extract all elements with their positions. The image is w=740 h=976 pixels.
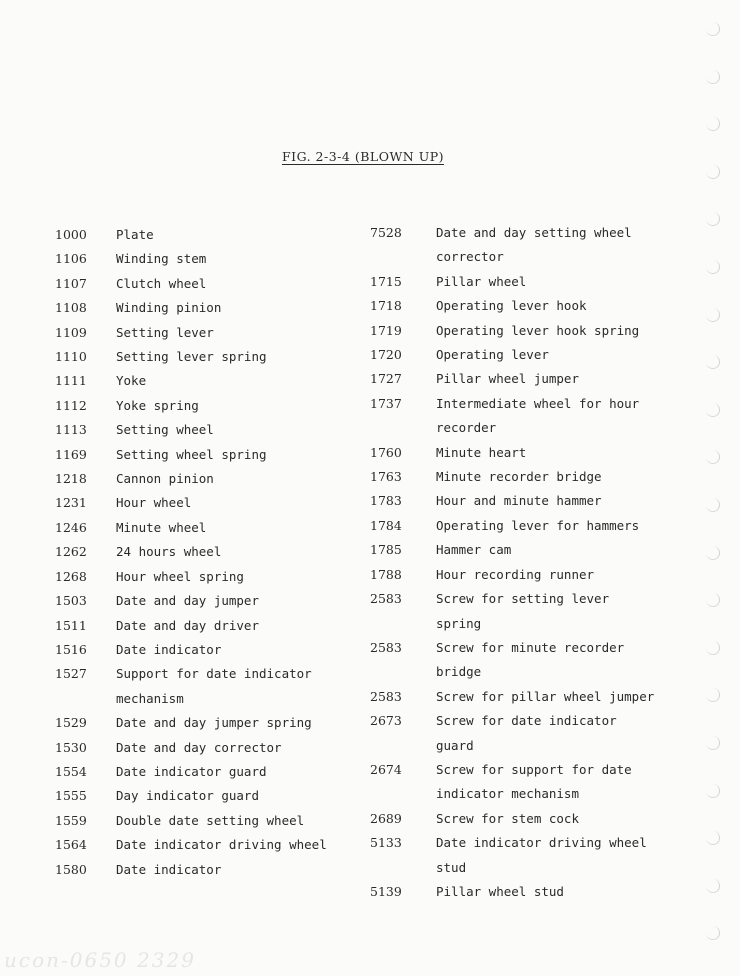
part-description: Date indicator driving wheel stud [436, 835, 647, 875]
parts-row [370, 758, 670, 807]
binder-hole [706, 403, 720, 417]
page-title [0, 149, 726, 164]
part-number: 1529 [55, 715, 87, 731]
part-number: 1516 [55, 641, 87, 657]
part-description: Intermediate wheel for hour recorder [436, 395, 640, 436]
binder-hole [706, 498, 720, 512]
parts-row [55, 638, 355, 662]
part-number: 2674 [370, 761, 402, 777]
binder-hole [706, 736, 720, 750]
binder-hole [706, 308, 720, 322]
parts-row [370, 489, 670, 513]
parts-row [370, 831, 670, 880]
part-number: 1785 [370, 542, 402, 558]
part-description: Operating lever [436, 347, 549, 363]
binder-hole [706, 165, 720, 179]
parts-row [55, 565, 355, 589]
part-description: Date and day setting wheel corrector [436, 225, 632, 265]
part-number: 5139 [370, 883, 402, 899]
part-description: Setting lever spring [116, 349, 267, 365]
binder-hole [706, 688, 720, 702]
part-number: 1527 [55, 666, 87, 682]
part-description: Operating lever for hammers [436, 517, 640, 533]
parts-list-right [370, 221, 670, 904]
part-description: Hammer cam [436, 542, 512, 558]
parts-row [370, 514, 670, 538]
part-description: Date and day driver [116, 617, 259, 633]
parts-row [55, 858, 355, 882]
part-number: 1554 [55, 763, 87, 779]
part-number: 1715 [370, 273, 402, 289]
parts-list-left [55, 223, 355, 882]
parts-row [55, 516, 355, 540]
part-description: Minute recorder bridge [436, 469, 602, 485]
part-description: Date indicator guard [116, 763, 267, 779]
binder-hole [706, 355, 720, 369]
part-description: Date and day jumper spring [116, 715, 312, 731]
binder-hole [706, 70, 720, 84]
parts-row [55, 296, 355, 320]
part-number: 1559 [55, 812, 87, 828]
part-description: Plate [116, 227, 154, 242]
part-description: Screw for support for date indicator mechanism [436, 761, 632, 802]
part-description: Screw for minute recorder bridge [436, 639, 625, 680]
part-description: Double date setting wheel [116, 812, 305, 828]
part-description: Yoke [116, 373, 147, 389]
binder-hole [706, 546, 720, 560]
parts-row [55, 369, 355, 393]
binder-hole [706, 641, 720, 655]
part-description: Hour and minute hammer [436, 493, 602, 509]
parts-row [55, 760, 355, 784]
part-description: Hour wheel [116, 495, 192, 511]
binder-hole [706, 926, 720, 940]
binder-hole [706, 879, 720, 893]
parts-row [370, 465, 670, 489]
parts-row [55, 345, 355, 369]
parts-row [55, 394, 355, 418]
parts-row [55, 247, 355, 271]
parts-row [55, 467, 355, 491]
parts-row [370, 441, 670, 465]
parts-row [370, 294, 670, 318]
part-number: 1218 [55, 471, 87, 487]
part-description: Operating lever hook spring [436, 322, 640, 338]
part-number: 1719 [370, 322, 402, 338]
parts-row [370, 807, 670, 831]
handwritten-note: ucon-0650 2329 [4, 948, 196, 972]
part-description: Date and day jumper [116, 593, 259, 609]
part-number: 1110 [55, 349, 87, 365]
part-description: Screw for setting lever spring [436, 591, 610, 631]
part-description: Day indicator guard [116, 788, 259, 804]
part-number: 1107 [55, 275, 87, 291]
parts-row [55, 491, 355, 515]
part-description: Winding stem [116, 251, 207, 267]
part-number: 1763 [370, 469, 402, 485]
part-number: 1111 [55, 373, 87, 389]
parts-row [55, 589, 355, 613]
binder-hole [706, 784, 720, 798]
part-number: 1784 [370, 517, 402, 533]
part-description: Setting lever [116, 324, 214, 340]
parts-row [55, 614, 355, 638]
part-description: Pillar wheel [436, 273, 527, 289]
part-description: Screw for pillar wheel jumper [436, 688, 655, 704]
part-description: Pillar wheel jumper [436, 371, 579, 387]
parts-row [55, 223, 355, 247]
part-description: Setting wheel spring [116, 446, 267, 462]
binder-hole [706, 831, 720, 845]
part-description: Operating lever hook [436, 298, 587, 314]
binder-hole [706, 22, 720, 36]
part-number: 1503 [55, 593, 87, 609]
part-description: Date and day corrector [116, 739, 282, 755]
parts-row [370, 392, 670, 441]
part-number: 1788 [370, 566, 402, 582]
binder-hole [706, 117, 720, 131]
parts-row [370, 221, 670, 270]
binder-hole [706, 260, 720, 274]
part-number: 1580 [55, 861, 87, 877]
part-number: 1268 [55, 568, 87, 584]
parts-row [55, 736, 355, 760]
part-number: 1113 [55, 422, 87, 438]
part-description: Date indicator driving wheel [116, 837, 327, 853]
part-number: 2689 [370, 810, 402, 826]
part-description: Pillar wheel stud [436, 883, 564, 899]
part-description: Support for date indicator mechanism [116, 666, 312, 706]
part-description: Clutch wheel [116, 275, 207, 291]
parts-row [370, 367, 670, 391]
part-number: 1760 [370, 444, 402, 460]
part-number: 1000 [55, 227, 87, 242]
part-number: 1564 [55, 837, 87, 853]
part-description: Screw for stem cock [436, 810, 579, 826]
parts-row [55, 540, 355, 564]
part-number: 1720 [370, 347, 402, 363]
part-number: 2583 [370, 591, 402, 607]
part-description: Minute heart [436, 444, 527, 460]
part-number: 1108 [55, 300, 87, 316]
parts-row [55, 443, 355, 467]
parts-row [370, 319, 670, 343]
part-description: Yoke spring [116, 397, 199, 413]
part-number: 1109 [55, 324, 87, 340]
part-number: 1727 [370, 371, 402, 387]
part-number: 1718 [370, 298, 402, 314]
part-number: 1246 [55, 519, 87, 535]
part-description: Screw for date indicator guard [436, 713, 617, 753]
parts-row [55, 418, 355, 442]
part-number: 5133 [370, 835, 402, 851]
parts-row [370, 880, 670, 904]
part-number: 2583 [370, 688, 402, 704]
part-description: Hour recording runner [436, 566, 595, 582]
parts-row [55, 272, 355, 296]
part-description: Minute wheel [116, 519, 207, 535]
part-number: 2583 [370, 639, 402, 655]
part-description: Hour wheel spring [116, 568, 244, 584]
parts-row [55, 809, 355, 833]
parts-row [370, 538, 670, 562]
part-number: 1231 [55, 495, 87, 511]
parts-row [370, 270, 670, 294]
parts-row [55, 833, 355, 857]
parts-row [370, 709, 670, 758]
parts-row [370, 563, 670, 587]
parts-row [55, 784, 355, 808]
parts-row [55, 662, 355, 711]
part-number: 2673 [370, 713, 402, 729]
parts-row [370, 685, 670, 709]
part-number: 1737 [370, 395, 402, 411]
parts-row [370, 636, 670, 685]
part-number: 1530 [55, 739, 87, 755]
part-number: 1112 [55, 397, 87, 413]
part-number: 1511 [55, 617, 87, 633]
binder-hole [706, 450, 720, 464]
part-description: Cannon pinion [116, 471, 214, 487]
part-number: 1555 [55, 788, 87, 804]
part-number: 1169 [55, 446, 87, 462]
part-description: 24 hours wheel [116, 544, 222, 560]
binder-holes [706, 22, 722, 974]
binder-hole [706, 593, 720, 607]
part-description: Winding pinion [116, 300, 222, 316]
part-number: 7528 [370, 225, 402, 240]
part-description: Setting wheel [116, 422, 214, 438]
parts-row [55, 321, 355, 345]
binder-hole [706, 212, 720, 226]
parts-row [370, 587, 670, 636]
figure-title: FIG. 2-3-4 (BLOWN UP) [281, 149, 445, 164]
part-number: 1262 [55, 544, 87, 560]
parts-row [55, 711, 355, 735]
part-description: Date indicator [116, 641, 222, 657]
part-number: 1783 [370, 493, 402, 509]
part-number: 1106 [55, 251, 87, 267]
parts-row [370, 343, 670, 367]
part-description: Date indicator [116, 861, 222, 877]
